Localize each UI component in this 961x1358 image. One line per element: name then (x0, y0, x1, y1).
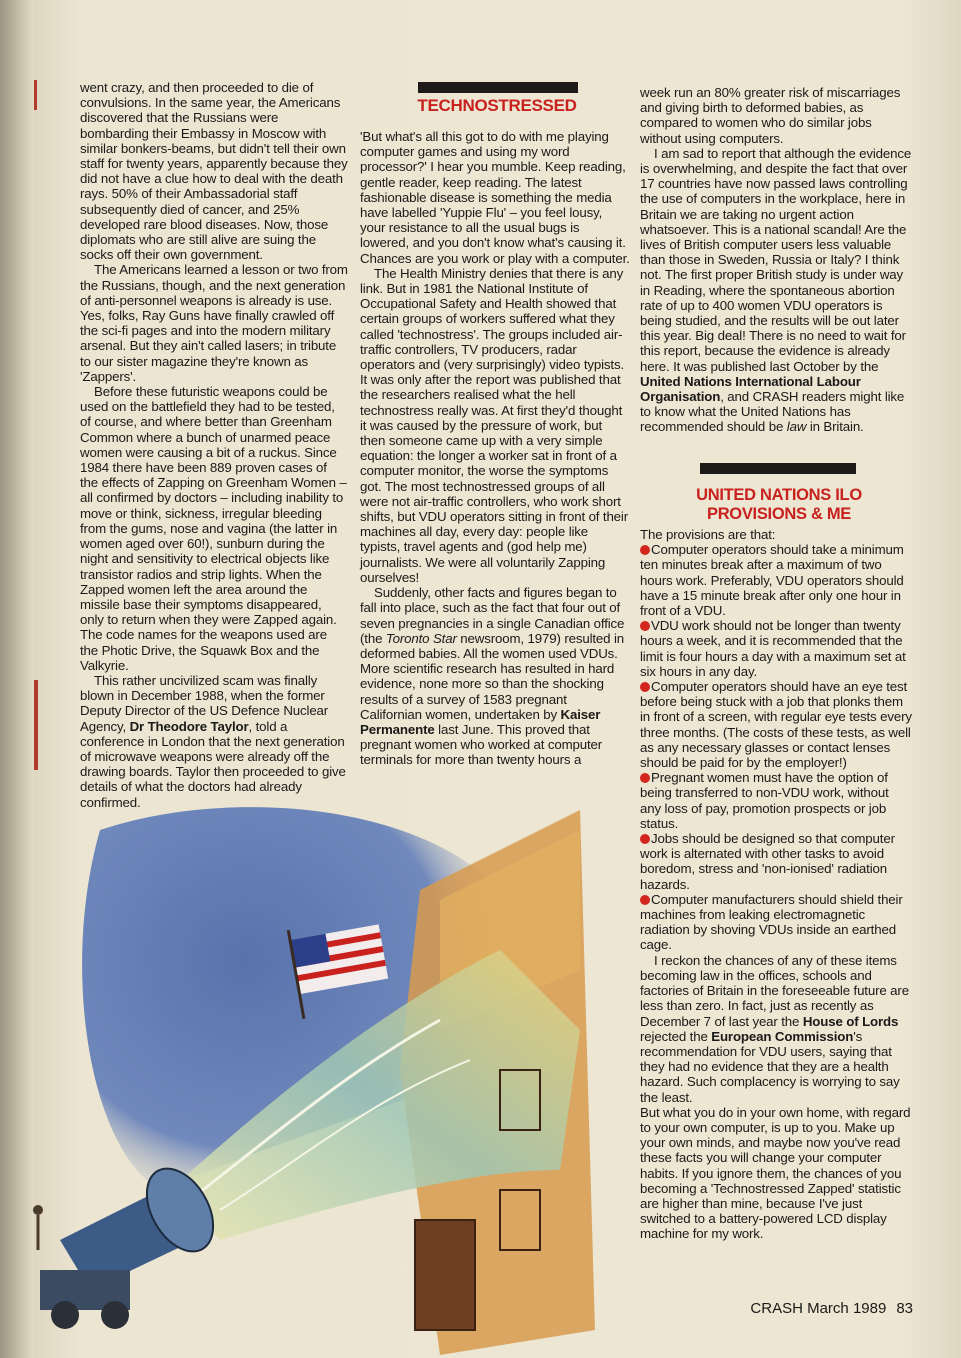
paragraph: But what you do in your own home, with regard to your own computer, is up to you. Make up your own minds, and maybe now you've read these facts you will change your computer habits. If you ignore them, the chances of you becoming a 'Technostressed Zapped' statistic are higher than mine, because I've just switched to a battery-powered LCD display machine for my work. (640, 1104, 911, 1242)
magazine-date: CRASH March 1989 (750, 1300, 887, 1317)
bullet-icon (640, 621, 650, 631)
provisions-column (640, 527, 912, 1242)
paragraph: The Health Ministry denies that there is any link. But in 1981 the National Institute of Occupational Safety and Health showed that certain groups of workers suffered what they called 'technostress'. The groups included air-traffic controllers, TV producers, radar operators and (very surprisingly) video typists. It was only after the report was published that the researchers realised what the hell technostress really was. At first they'd thought it was caused by the pressure of work, but then someone came up with a very simple equation: the longer a worker sat in front of a computer monitor, the worse the symptoms got. The most technostressed groups of all were not air-traffic controllers, who work short shifts, but VDU operators sitting in front of their machines all day, every day: people like typists, travel agents and (god help me) journalists. We were all voluntarily Zapping ourselves! (360, 265, 629, 585)
bullet-icon (640, 682, 650, 692)
paragraph: 'But what's all this got to do with me playing computer games and using my word processor?' I hear you mumble. Keep reading, gentle reader, keep reading. The latest fashionable disease is something the media have labelled 'Yuppie Flu' – you feel lousy, your resistance to all the usual bugs is lowered, and you don't know what's causing it. Chances are you work or play with a computer. (360, 129, 630, 266)
article-column-3 (640, 85, 912, 435)
section-heading-ilo: UNITED NATIONS ILO PROVISIONS & ME (696, 486, 862, 523)
provision-item: VDU work should not be longer than twenty hours a week, and it is recommended that the limit is four hours a day with a maximum set at six hours in any day. (640, 618, 906, 679)
bullet-icon (640, 834, 650, 844)
page-number: 83 (896, 1300, 913, 1317)
paragraph: week run an 80% greater risk of miscarriages and giving birth to deformed babies, as compared to women who do similar jobs without using computers. (640, 85, 901, 146)
paragraph: I reckon the chances of any of these items becoming law in the offices, schools and factories of Britain in the foreseeable future are less than zero. In fact, just as recently as December 7 of last year the House of Lords rejected the European Commission's recommendation for VDU users, saying that they had no evidence that they are a health hazard. Such complacency is worrying to say the least. (640, 952, 909, 1105)
provision-item: Jobs should be designed so that computer work is alternated with other tasks to avoid boredom, stress and 'non-ionised' radiation hazards. (640, 831, 895, 892)
provision-item: Computer manufacturers should shield their machines from leaking electromagnetic radiation by shoving VDUs inside an earthed cage. (640, 891, 903, 953)
paragraph: This rather uncivilized scam was finally blown in December 1988, when the former Deputy Director of the US Defence Nuclear Agency, Dr Theodore Taylor, told a conference in London that the next generation of microwave weapons were already off the drawing boards. Taylor then proceeded to give details of what the doctors had already confirmed. (80, 672, 346, 810)
article-column-2 (360, 129, 630, 768)
paragraph: Before these futuristic weapons could be used on the battlefield they had to be tested, of course, and where better than Greenham Common where a bunch of unarmed peace women were causing a bit of a ruckus. Since 1984 there have been 889 proven cases of the effects of Zapping on Greenham Women – all confirmed by doctors – including inability to move or think, sickness, irregular bleeding from the gums, nose and vagina (the latter in women aged over 60!), sunburn during the night and sensitivity to electrical objects like transistor radios and strip lights. When the Zapped women left the area around the missile base their symptoms disappeared, only to return when they were Zapped again. The code names for the weapons used are the Photic Drive, the Squawk Box and the Valkyrie. (80, 384, 347, 673)
bullet-icon (640, 895, 650, 905)
provision-item: Computer operators should take a minimum ten minutes break after a maximum of two hours work. Preferably, VDU operators should have a 15 minute break after only one hour in front of a VDU. (640, 542, 904, 619)
page-footer (740, 1300, 913, 1317)
heading-bar (418, 82, 578, 93)
highlight-name: Dr Theodore Taylor (129, 718, 249, 734)
bullet-icon (640, 545, 650, 555)
article-column-1 (80, 80, 348, 810)
provisions-intro: The provisions are that: (640, 527, 776, 542)
provision-item: Pregnant women must have the option of being transferred to non-VDU work, without any loss of pay, promotion prospects or job status. (640, 770, 889, 831)
heading-bar (700, 463, 856, 474)
ray-gun-illustration (20, 770, 620, 1355)
section-heading-technostressed: TECHNOSTRESSED (417, 96, 577, 115)
provision-item: Computer operators should have an eye test before being stuck with a job that plonks them in front of a screen, with regular eye tests every three months. (The costs of these tests, as well as any necessary glasses or contact lenses should be paid for by the employer!) (640, 679, 912, 771)
bullet-icon (640, 773, 650, 783)
paragraph: I am sad to report that although the evidence is overwhelming, and despite the fact that over 17 countries have now passed laws controlling the use of computers in the workplace, here in Britain we are taking no urgent action whatsoever. This is a national scandal! Are the lives of British computer users less valuable than those in Sweden, Russia or Italy? I think not. The first proper British study is under way in Reading, where the spontaneous abortion rate of up to 400 women VDU operators is being studied, and the results will be out later this year. Big deal! There is no need to wait for this report, because the evidence is already here. It was published last October by the United Nations International Labour Organisation, and CRASH readers might like to know what the United Nations has recommended should be law in Britain. (640, 145, 912, 435)
paragraph: Suddenly, other facts and figures began to fall into place, such as the fact that four out of seven pregnancies in a single Canadian office (the Toronto Star newsroom, 1979) resulted in deformed babies. All the women used VDUs. More scientific research has resulted in hard evidence, none more so than the shocking results of a survey of 1583 pregnant Californian women, undertaken by Kaiser Permanente last June. This proved that pregnant women who worked at computer terminals for more than twenty hours a (360, 585, 625, 768)
paragraph: The Americans learned a lesson or two from the Russians, though, and the next generation of anti-personnel weapons is already is use. Yes, folks, Ray Guns have finally crawled off the sci-fi pages and into the modern military arsenal. But they ain't called lasers; in tribute to our sister magazine they're known as 'Zappers'. (80, 262, 348, 384)
paragraph: went crazy, and then proceeded to die of convulsions. In the same year, the Americans discovered that the Russians were bombarding their Embassy in Moscow with similar bonkers-beams, but didn't tell their own staff for twenty years, apparently because they did not have a clue how to deal with the death rays. 50% of their Ambassadorial staff subsequently died of cancer, and 25% developed rare blood diseases. Now, those diplomats who are still alive are suing the socks off their own government. (80, 80, 348, 263)
